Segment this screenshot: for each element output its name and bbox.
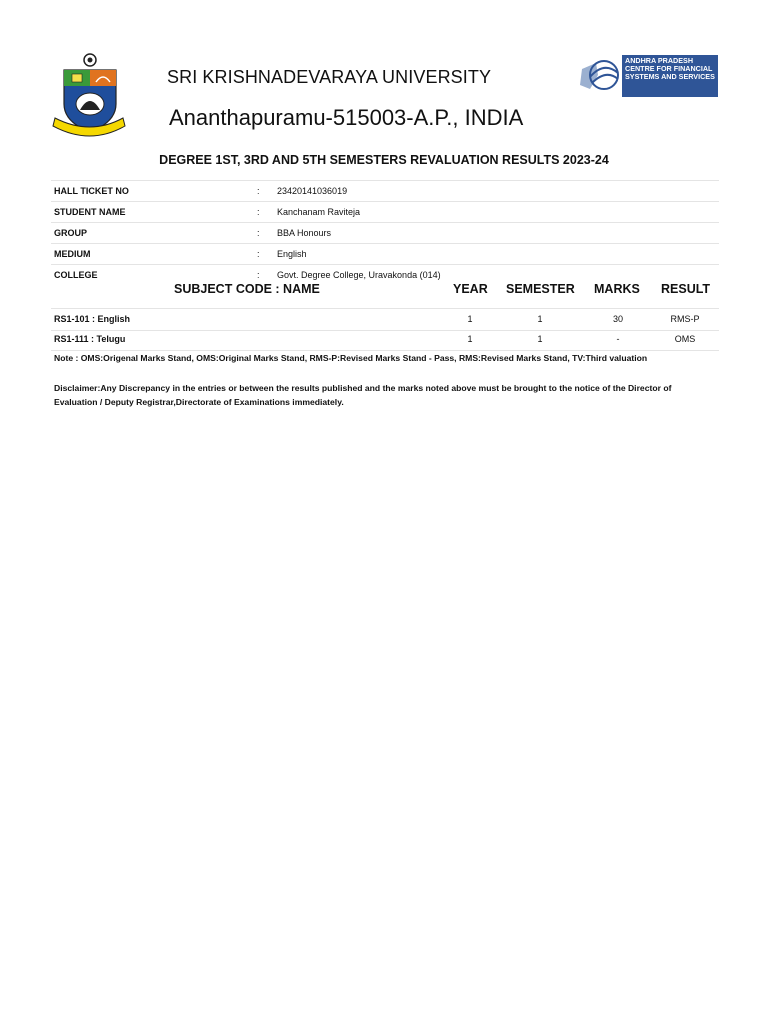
university-name: SRI KRISHNADEVARAYA UNIVERSITY: [167, 67, 492, 87]
header-marks: MARKS: [594, 282, 640, 296]
subject-cell: RS1-111 : Telugu: [54, 334, 126, 344]
detail-label: GROUP: [54, 228, 88, 238]
apcfss-badge: ANDHRA PRADESH CENTRE FOR FINANCIAL SYSTEMS AND SERVICES: [622, 55, 718, 97]
results-table-header: [51, 280, 719, 309]
marks-cell: 30: [612, 314, 623, 324]
abbreviation-note: Note : OMS:Origenal Marks Stand, OMS:Original Marks Stand, RMS-P:Revised Marks Stand - Pass, RMS:Revised Marks Stand, TV:Third valuation: [54, 353, 648, 363]
detail-colon: :: [257, 228, 260, 238]
header-result: RESULT: [661, 282, 711, 296]
table-row: [51, 310, 719, 331]
detail-value: Kanchanam Raviteja: [277, 207, 361, 217]
detail-label: MEDIUM: [54, 249, 91, 259]
year-cell: 1: [467, 314, 473, 324]
detail-label: COLLEGE: [54, 270, 98, 280]
detail-colon: :: [257, 270, 260, 280]
marks-cell: -: [616, 334, 620, 344]
detail-label: STUDENT NAME: [54, 207, 126, 217]
detail-value: 23420141036019: [277, 186, 348, 196]
detail-colon: :: [257, 207, 260, 217]
detail-colon: :: [257, 186, 260, 196]
header-year: YEAR: [453, 282, 488, 296]
result-cell: RMS-P: [670, 314, 700, 324]
university-logo: [50, 52, 128, 140]
year-cell: 1: [467, 334, 473, 344]
detail-row-group: [51, 222, 719, 243]
detail-value: Govt. Degree College, Uravakonda (014): [277, 270, 441, 280]
page-title: DEGREE 1ST, 3RD AND 5TH SEMESTERS REVALUATION RESULTS 2023-24: [159, 153, 609, 167]
result-cell: OMS: [674, 334, 696, 344]
semester-cell: 1: [537, 334, 543, 344]
semester-cell: 1: [537, 314, 543, 324]
detail-value: BBA Honours: [277, 228, 332, 238]
globe-icon: [576, 55, 622, 97]
university-address: Ananthapuramu-515003-A.P., INDIA: [169, 105, 524, 130]
detail-colon: :: [257, 249, 260, 259]
subject-cell: RS1-101 : English: [54, 314, 131, 324]
header-subject: SUBJECT CODE : NAME: [174, 282, 320, 296]
student-details: [51, 180, 719, 285]
disclaimer: Disclaimer:Any Discrepancy in the entries or between the results published and the marks noted above must be brought to the notice of the Director of Evaluation / Deputy Registrar,Directorate of Examinations immediately.: [54, 383, 672, 407]
apcfss-logo: [576, 55, 718, 97]
detail-row-medium: [51, 243, 719, 264]
detail-row-hall-ticket: [51, 180, 719, 201]
table-row: [51, 330, 719, 351]
header-semester: SEMESTER: [506, 282, 575, 296]
detail-value: English: [277, 249, 307, 259]
detail-label: HALL TICKET NO: [54, 186, 129, 196]
detail-row-student-name: [51, 201, 719, 222]
